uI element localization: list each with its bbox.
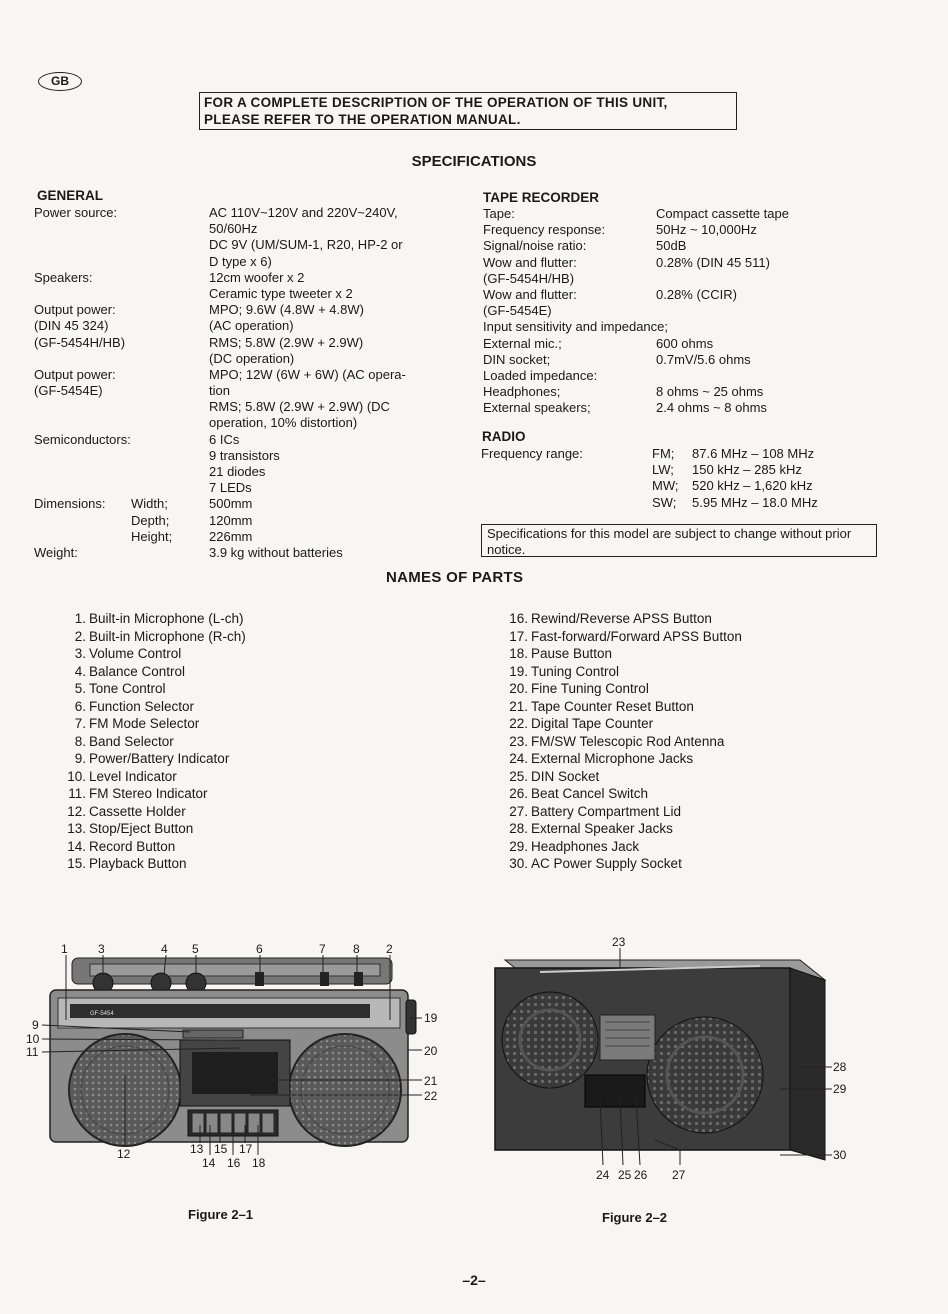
tape-recorder-heading: TAPE RECORDER	[483, 190, 600, 205]
general-spec-value: Ceramic type tweeter x 2	[209, 285, 353, 301]
callout-27: 27	[672, 1168, 686, 1182]
radio-heading: RADIO	[482, 429, 526, 444]
tape-spec-value: 50Hz ~ 10,000Hz	[656, 222, 757, 238]
specifications-title: SPECIFICATIONS	[411, 153, 537, 170]
callout-2: 2	[386, 942, 393, 956]
tape-spec-label: (GF-5454E)	[483, 303, 552, 319]
figure-2-2-caption: Figure 2–2	[602, 1210, 668, 1225]
radio-band-range: 150 kHz – 285 kHz	[692, 462, 802, 478]
model-label: GF-5454	[90, 1011, 114, 1017]
callout-4: 4	[161, 942, 168, 956]
part-number: 14.	[67, 838, 86, 854]
tape-spec-label: Input sensitivity and impedance;	[483, 319, 668, 335]
callout-21: 21	[424, 1074, 438, 1088]
general-spec-value: (DC operation)	[209, 350, 295, 366]
general-spec-value: (AC operation)	[209, 318, 294, 334]
part-name: Pause Button	[531, 646, 613, 661]
part-number: 18.	[509, 646, 528, 661]
part-name: Balance Control	[89, 663, 186, 679]
callout-16: 16	[227, 1156, 241, 1170]
general-spec-value: RMS; 5.8W (2.9W + 2.9W) (DC	[209, 399, 390, 415]
general-spec-value: RMS; 5.8W (2.9W + 2.9W)	[209, 334, 364, 350]
general-spec-label: Power source:	[34, 205, 118, 220]
part-number: 22.	[509, 716, 528, 731]
part-number: 16.	[509, 611, 528, 626]
callout-23: 23	[612, 935, 626, 949]
radio-band-range: 5.95 MHz – 18.0 MHz	[692, 494, 818, 510]
part-name: Tone Control	[89, 681, 166, 696]
callout-10: 10	[26, 1032, 40, 1046]
general-spec-value: 500mm	[209, 496, 253, 512]
part-name: Tape Counter Reset Button	[531, 698, 694, 714]
frequency-range-label: Frequency range:	[481, 446, 583, 461]
callout-25: 25	[618, 1168, 632, 1182]
part-number: 2.	[74, 628, 86, 644]
general-spec-value: MPO; 12W (6W + 6W) (AC opera-	[209, 366, 406, 382]
part-name: Fine Tuning Control	[531, 681, 649, 696]
general-spec-sublabel: Height;	[131, 528, 173, 544]
tape-spec-value: Compact cassette tape	[656, 206, 789, 221]
notice-line-2: PLEASE REFER TO THE OPERATION MANUAL.	[204, 112, 521, 127]
part-name: Headphones Jack	[531, 838, 640, 854]
part-name: Beat Cancel Switch	[531, 786, 649, 801]
tape-spec-label: External speakers;	[483, 400, 591, 416]
radio-band: FM;	[652, 446, 675, 461]
tape-spec-label: External mic.;	[483, 335, 562, 351]
part-number: 23.	[509, 733, 528, 749]
part-number: 25.	[509, 768, 528, 784]
callout-22: 22	[424, 1089, 438, 1103]
part-number: 19.	[509, 663, 528, 679]
part-number: 17.	[509, 628, 528, 644]
part-number: 21.	[509, 698, 528, 714]
specifications-change-note: Specifications for this model are subject to change without prior notice.	[481, 524, 877, 557]
general-spec-sublabel: Depth;	[131, 512, 170, 528]
part-name: Battery Compartment Lid	[531, 803, 682, 819]
tape-spec-label: Loaded impedance:	[483, 367, 598, 383]
radio-band: SW;	[652, 494, 677, 510]
callout-6: 6	[256, 942, 263, 956]
part-name: Function Selector	[89, 698, 195, 714]
tape-spec-value: 50dB	[656, 238, 687, 254]
part-name: FM/SW Telescopic Rod Antenna	[531, 733, 725, 749]
general-spec-sublabel: Width;	[131, 496, 168, 512]
tape-spec-label: Signal/noise ratio:	[483, 238, 587, 254]
callout-18: 18	[252, 1156, 266, 1170]
part-number: 13.	[67, 821, 86, 836]
part-number: 26.	[509, 786, 528, 801]
callout-13: 13	[190, 1142, 204, 1156]
general-spec-value: AC 110V~120V and 220V~240V,	[209, 205, 398, 220]
tape-spec-value: 0.28% (CCIR)	[656, 286, 737, 302]
part-name: Cassette Holder	[89, 803, 186, 819]
callout-26: 26	[634, 1168, 648, 1182]
part-number: 28.	[509, 821, 528, 836]
part-name: FM Stereo Indicator	[89, 786, 208, 801]
tape-spec-value: 2.4 ohms ~ 8 ohms	[656, 400, 767, 416]
part-number: 11.	[68, 786, 86, 801]
radio-band: MW;	[652, 478, 679, 494]
part-name: Band Selector	[89, 733, 174, 749]
general-spec-value: D type x 6)	[209, 253, 272, 269]
part-name: Fast-forward/Forward APSS Button	[531, 628, 742, 644]
radio-band-range: 520 kHz – 1,620 kHz	[692, 478, 813, 494]
callout-12: 12	[117, 1147, 131, 1161]
callout-14: 14	[202, 1156, 216, 1170]
tape-spec-label: Wow and flutter:	[483, 254, 577, 270]
general-spec-label: Output power:	[34, 302, 116, 318]
part-name: Power/Battery Indicator	[89, 751, 230, 766]
general-spec-label: Output power:	[34, 366, 116, 382]
callout-24: 24	[596, 1168, 610, 1182]
part-name: Rewind/Reverse APSS Button	[531, 611, 712, 626]
part-number: 15.	[67, 856, 86, 871]
part-name: Built-in Microphone (R-ch)	[89, 628, 246, 644]
callout-1: 1	[61, 942, 68, 956]
part-number: 30.	[509, 856, 528, 871]
part-name: Tuning Control	[531, 663, 620, 679]
general-spec-label: Dimensions:	[34, 496, 106, 512]
general-spec-value: 21 diodes	[209, 464, 266, 479]
tape-spec-label: Frequency response:	[483, 222, 606, 238]
general-spec-value: 12cm woofer x 2	[209, 269, 305, 285]
callout-29: 29	[833, 1082, 847, 1096]
tape-spec-value: 600 ohms	[656, 335, 714, 351]
tape-spec-label: Wow and flutter:	[483, 286, 577, 302]
part-name: External Speaker Jacks	[531, 821, 673, 836]
callout-11: 11	[26, 1045, 39, 1059]
general-spec-value: 6 ICs	[209, 431, 240, 447]
part-number: 10.	[67, 768, 86, 784]
part-name: Playback Button	[89, 856, 187, 871]
part-number: 27.	[509, 803, 528, 819]
part-name: Built-in Microphone (L-ch)	[89, 611, 244, 626]
general-spec-label: Speakers:	[34, 269, 93, 285]
part-number: 9.	[74, 751, 86, 766]
tape-spec-label: DIN socket;	[483, 351, 551, 367]
general-spec-label: Semiconductors:	[34, 431, 131, 447]
part-number: 1.	[74, 611, 86, 626]
general-spec-value: DC 9V (UM/SUM-1, R20, HP-2 or	[209, 237, 403, 253]
notice-line-1: FOR A COMPLETE DESCRIPTION OF THE OPERATION OF THIS UNIT,	[204, 95, 668, 110]
general-spec-value: 7 LEDs	[209, 480, 252, 496]
part-number: 12.	[67, 803, 86, 819]
radio-band: LW;	[652, 462, 674, 478]
callout-30: 30	[833, 1148, 847, 1162]
callout-7: 7	[319, 942, 326, 956]
general-spec-value: 50/60Hz	[209, 221, 258, 237]
general-spec-value: 226mm	[209, 528, 253, 544]
part-name: DIN Socket	[531, 768, 600, 784]
part-number: 29.	[509, 838, 528, 854]
figure-2-1-caption: Figure 2–1	[188, 1207, 254, 1222]
part-name: AC Power Supply Socket	[531, 856, 682, 871]
callout-8: 8	[353, 942, 360, 956]
tape-spec-value: 8 ohms ~ 25 ohms	[656, 384, 764, 400]
general-spec-value: tion	[209, 383, 230, 399]
callout-20: 20	[424, 1044, 438, 1058]
general-spec-label: (GF-5454E)	[34, 383, 103, 399]
part-number: 20.	[509, 681, 528, 696]
callout-17: 17	[239, 1142, 253, 1156]
general-spec-label: (GF-5454H/HB)	[34, 334, 126, 350]
general-spec-value: 120mm	[209, 512, 253, 528]
part-number: 5.	[74, 681, 86, 696]
part-name: Digital Tape Counter	[531, 716, 654, 731]
part-name: Record Button	[89, 838, 176, 854]
callout-5: 5	[192, 942, 199, 956]
callout-28: 28	[833, 1060, 847, 1074]
part-number: 3.	[74, 646, 86, 661]
general-heading: GENERAL	[37, 188, 104, 203]
callout-9: 9	[32, 1018, 39, 1032]
part-name: External Microphone Jacks	[531, 751, 694, 766]
radio-band-range: 87.6 MHz – 108 MHz	[692, 446, 815, 461]
page-number: –2–	[462, 1272, 486, 1288]
tape-spec-label: (GF-5454H/HB)	[483, 270, 575, 286]
callout-19: 19	[424, 1011, 438, 1025]
tape-spec-value: 0.28% (DIN 45 511)	[656, 254, 770, 270]
part-name: Volume Control	[89, 646, 182, 661]
callout-3: 3	[98, 942, 105, 956]
part-number: 8.	[74, 733, 86, 749]
callout-15: 15	[214, 1142, 228, 1156]
general-spec-value: 3.9 kg without batteries	[209, 544, 343, 560]
part-name: Stop/Eject Button	[89, 821, 194, 836]
part-number: 7.	[74, 716, 86, 731]
part-number: 6.	[74, 698, 86, 714]
tape-spec-label: Tape:	[483, 206, 515, 221]
part-number: 24.	[509, 751, 528, 766]
general-spec-value: operation, 10% distortion)	[209, 415, 358, 431]
names-of-parts-title: NAMES OF PARTS	[386, 569, 524, 586]
general-spec-label: Weight:	[34, 544, 78, 560]
part-name: Level Indicator	[89, 768, 177, 784]
general-spec-label: (DIN 45 324)	[34, 318, 109, 334]
general-spec-value: 9 transistors	[209, 447, 280, 463]
tape-spec-label: Headphones;	[483, 384, 561, 400]
part-name: FM Mode Selector	[89, 716, 200, 731]
general-spec-value: MPO; 9.6W (4.8W + 4.8W)	[209, 302, 364, 318]
part-number: 4.	[74, 663, 86, 679]
tape-spec-value: 0.7mV/5.6 ohms	[656, 351, 751, 367]
region-badge: GB	[38, 72, 82, 91]
